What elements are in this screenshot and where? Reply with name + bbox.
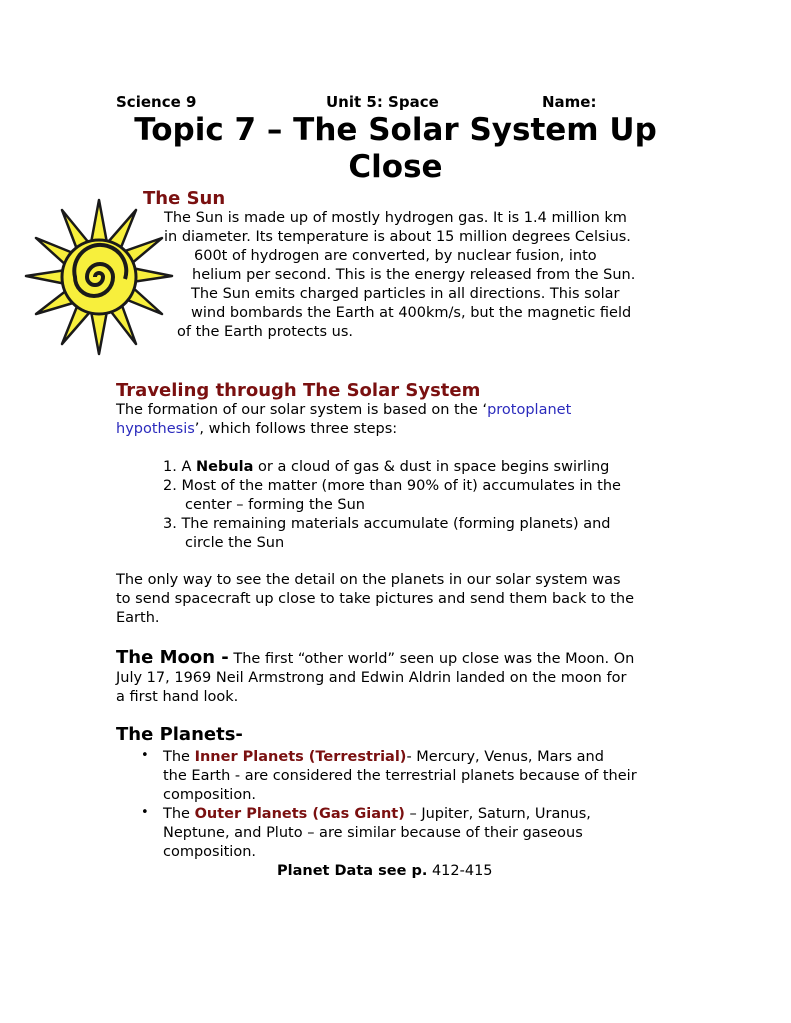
planet-data-label: Planet Data see p. [277,863,428,879]
traveling-heading: Traveling through The Solar System [116,380,481,401]
step-3-cont: circle the Sun [185,535,285,551]
step-2-cont: center – forming the Sun [185,497,365,513]
bullet-icon: • [141,748,149,763]
inner-planets-line2: the Earth - are considered the terrestrial planets because of their [163,768,637,784]
intro-text: ’, which follows three steps: [194,421,398,437]
course-label: Science 9 [116,93,197,111]
sun-text-line: The Sun emits charged particles in all directions. This solar [191,286,620,302]
hypothesis-link[interactable]: hypothesis [116,421,195,437]
step-number: 2. [163,478,177,494]
moon-line2: July 17, 1969 Neil Armstrong and Edwin Aldrin landed on the moon for [116,670,627,686]
page-title-line2: Close [348,149,443,185]
inner-planets-line3: composition. [163,787,257,803]
planets-heading: The Planets- [116,724,243,745]
inner-planets-label: Inner Planets (Terrestrial) [194,749,407,765]
sun-heading: The Sun [143,188,226,209]
step-text: A [181,459,196,475]
unit-label: Unit 5: Space [326,93,439,111]
inner-planets-line1 [163,748,604,767]
step-3 [163,515,611,534]
step-number: 3. [163,516,177,532]
moon-line1 [116,648,634,669]
detail-line: Earth. [116,610,160,626]
name-label: Name: [542,93,597,111]
sun-text-line: in diameter. Its temperature is about 15 million degrees Celsius. [164,229,631,245]
traveling-intro-line1 [116,401,571,420]
sun-text-line: The Sun is made up of mostly hydrogen gas. It is 1.4 million km [164,210,627,226]
outer-planets-line3: composition. [163,844,257,860]
step-number: 1. [163,459,177,475]
sun-text-line: helium per second. This is the energy released from the Sun. [192,267,636,283]
sun-text-line: 600t of hydrogen are converted, by nuclear fusion, into [194,248,597,264]
nebula-term: Nebula [195,459,254,475]
traveling-intro-line2 [116,420,397,439]
planet-text: – Jupiter, Saturn, Uranus, [404,806,591,822]
moon-line3: a first hand look. [116,689,239,705]
step-text: Most of the matter (more than 90% of it) accumulates in the [181,478,621,494]
planet-text: The [163,806,195,822]
page-title [0,112,791,186]
intro-text: The formation of our solar system is based on the ‘ [116,402,488,418]
planet-data-pages: 412-415 [427,863,493,879]
planet-text: The [163,749,195,765]
sun-text-line: wind bombards the Earth at 400km/s, but the magnetic field [191,305,632,321]
step-text: or a cloud of gas & dust in space begins swirling [253,459,610,475]
sun-clipart-icon [24,198,174,356]
detail-line: The only way to see the detail on the planets in our solar system was [116,572,621,588]
step-text: The remaining materials accumulate (forming planets) and [181,516,611,532]
step-2 [163,477,621,496]
moon-heading: The Moon - [116,647,229,668]
outer-planets-line2: Neptune, and Pluto – are similar because of their gaseous [163,825,583,841]
outer-planets-line1 [163,805,591,824]
detail-line: to send spacecraft up close to take pictures and send them back to the [116,591,634,607]
bullet-icon: • [141,805,149,820]
planet-text: - Mercury, Venus, Mars and [406,749,604,765]
planet-data-reference [277,862,493,881]
protoplanet-link[interactable]: protoplanet [487,402,572,418]
sun-text-line: of the Earth protects us. [177,324,353,340]
page-title-line1: Topic 7 – The Solar System Up [134,112,657,148]
moon-text: The first “other world” seen up close was the Moon. On [228,651,635,667]
outer-planets-label: Outer Planets (Gas Giant) [194,806,405,822]
step-1 [163,458,609,477]
